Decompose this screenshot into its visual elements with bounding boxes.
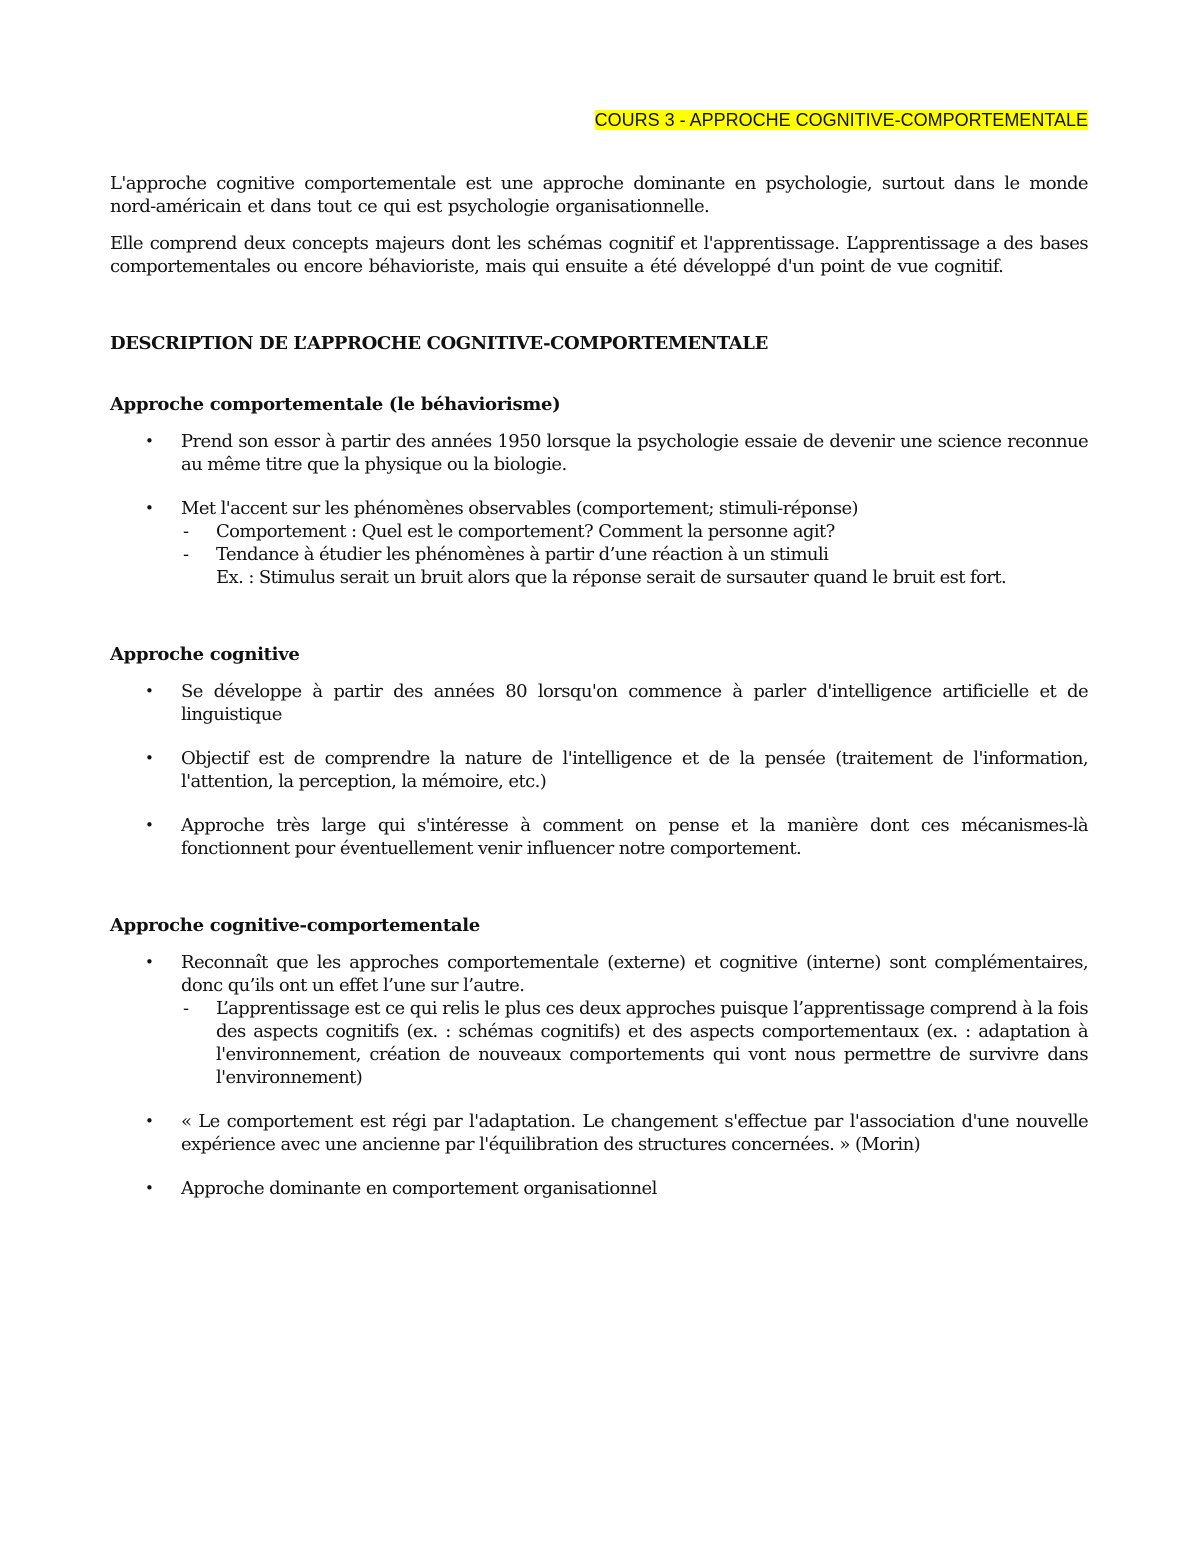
dash-item — [181, 543, 1088, 589]
dash-icon: - — [183, 521, 189, 542]
subheading-cognitive: Approche cognitive — [110, 644, 300, 665]
dash-list — [181, 997, 1088, 1089]
bullet-list-cognitive-comportementale — [110, 951, 1088, 1200]
bullet-icon: • — [145, 432, 154, 450]
bullet-icon: • — [145, 1179, 154, 1197]
dash-item-text: Tendance à étudier les phénomènes à partir d’une réaction à un stimuli — [216, 544, 829, 565]
list-item-text: « Le comportement est régi par l'adaptation. Le changement s'effectue par l'association d'une nouvelle expérience avec une ancienne par l'équilibration des structures concernées. » (Morin) — [181, 1111, 1088, 1155]
document-page — [110, 108, 1088, 1221]
course-title-text: COURS 3 - APPROCHE COGNITIVE-COMPORTEMENTALE — [594, 110, 1088, 130]
list-item — [110, 430, 1088, 476]
dash-item-text: Comportement : Quel est le comportement? Comment la personne agit? — [216, 521, 835, 542]
dash-list — [181, 520, 1088, 589]
intro-paragraph-2: Elle comprend deux concepts majeurs dont les schémas cognitif et l'apprentissage. L’apprentissage a des bases comportementales ou encore béhavioriste, mais qui ensuite a été développé d'un point de vue cognitif. — [110, 233, 1088, 277]
dash-icon: - — [183, 544, 189, 565]
bullet-icon: • — [145, 682, 154, 700]
list-item — [110, 497, 1088, 589]
dash-item-text: L’apprentissage est ce qui relis le plus ces deux approches puisque l’apprentissage comprend à la fois des aspects cognitifs (ex. : schémas cognitifs) et des aspects comportementaux (ex. : adaptation à l'environnement, création de nouveaux comportements qui vont nous permettre de survivre dans l'environnement) — [216, 998, 1088, 1088]
bullet-icon: • — [145, 816, 154, 834]
course-title — [110, 108, 1088, 132]
example-text: Ex. : Stimulus serait un bruit alors que la réponse serait de sursauter quand le bruit est fort. — [216, 567, 1007, 588]
list-item-text: Approche très large qui s'intéresse à comment on pense et la manière dont ces mécanismes-là fonctionnent pour éventuellement venir influencer notre comportement. — [181, 815, 1088, 859]
list-item — [110, 680, 1088, 726]
intro-paragraph-1: L'approche cognitive comportementale est une approche dominante en psychologie, surtout dans le monde nord-américain et dans tout ce qui est psychologie organisationnelle. — [110, 173, 1088, 217]
bullet-icon: • — [145, 749, 154, 767]
subheading-comportementale: Approche comportementale (le béhaviorisme) — [110, 394, 561, 415]
list-item-text: Reconnaît que les approches comportementale (externe) et cognitive (interne) sont complémentaires, donc qu’ils ont un effet l’une sur l’autre. — [181, 952, 1088, 996]
list-item-text: Met l'accent sur les phénomènes observables (comportement; stimuli-réponse) — [181, 498, 858, 519]
subheading-cognitive-comportementale: Approche cognitive-comportementale — [110, 915, 480, 936]
list-item — [110, 814, 1088, 860]
list-item-text: Approche dominante en comportement organisationnel — [181, 1178, 657, 1199]
bullet-list-cognitive — [110, 680, 1088, 860]
dash-item — [181, 997, 1088, 1089]
dash-icon: - — [183, 998, 189, 1019]
list-item-text: Prend son essor à partir des années 1950 lorsque la psychologie essaie de devenir une science reconnue au même titre que la physique ou la biologie. — [181, 431, 1088, 475]
list-item-text: Objectif est de comprendre la nature de l'intelligence et de la pensée (traitement de l'information, l'attention, la perception, la mémoire, etc.) — [181, 748, 1088, 792]
dash-item — [181, 520, 1088, 543]
list-item — [110, 747, 1088, 793]
section-heading: DESCRIPTION DE L’APPROCHE COGNITIVE-COMPORTEMENTALE — [110, 333, 768, 354]
bullet-icon: • — [145, 499, 154, 517]
list-item — [110, 1110, 1088, 1156]
bullet-icon: • — [145, 1112, 154, 1130]
bullet-icon: • — [145, 953, 154, 971]
bullet-list-comportementale — [110, 430, 1088, 589]
list-item-text: Se développe à partir des années 80 lorsqu'on commence à parler d'intelligence artificielle et de linguistique — [181, 681, 1088, 725]
list-item — [110, 1177, 1088, 1200]
list-item — [110, 951, 1088, 1089]
